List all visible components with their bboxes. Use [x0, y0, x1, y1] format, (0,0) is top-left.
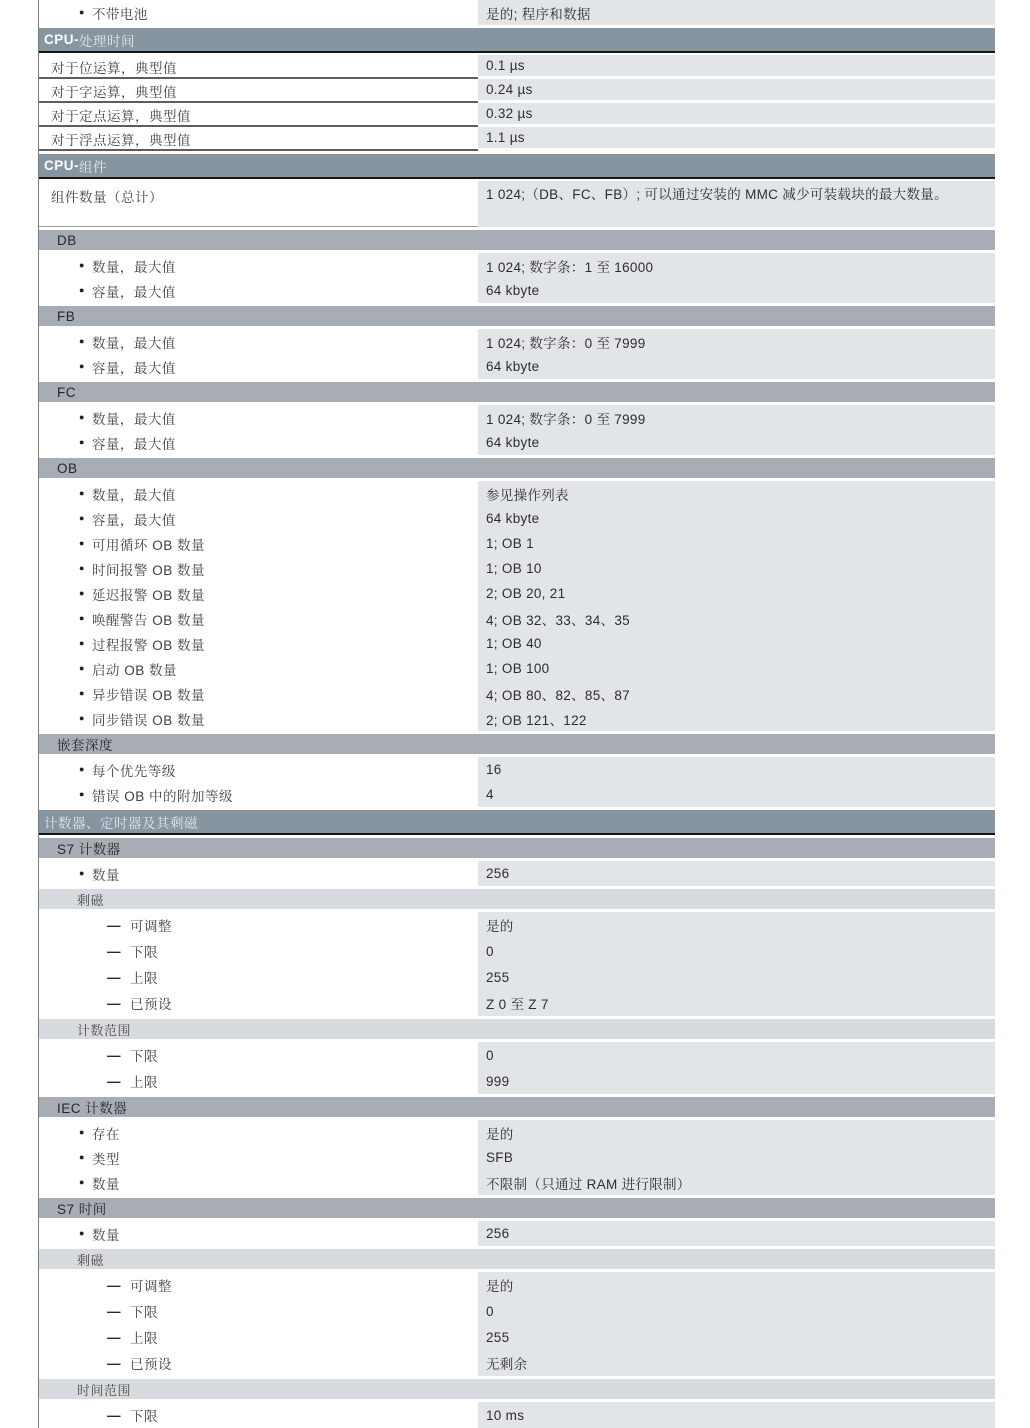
spec-row — [39, 1068, 995, 1094]
spec-row — [39, 1298, 995, 1324]
spec-value-cell — [478, 757, 995, 782]
spec-row — [39, 631, 995, 656]
spec-label: 数量 — [91, 1227, 120, 1243]
spec-label: 异步错误 OB 数量 — [91, 687, 205, 703]
spec-value: 64 kbyte — [486, 359, 540, 374]
spec-label-cell — [39, 964, 469, 990]
spec-value: 0 — [486, 943, 494, 959]
spec-label: 组件数量（总计） — [51, 190, 163, 205]
spec-label: 上限 — [130, 971, 158, 986]
spec-label: 下限 — [130, 1049, 158, 1064]
spec-label: 已预设 — [130, 997, 172, 1012]
section-header-prefix: CPU- — [44, 158, 79, 173]
dash-icon: — — [107, 1303, 121, 1319]
spec-row — [39, 0, 995, 25]
subsection-header-label: S7 计数器 — [57, 842, 121, 857]
spec-label-cell — [39, 1120, 469, 1145]
spec-row — [39, 354, 995, 379]
spec-label-cell — [39, 757, 469, 782]
spec-label: 上限 — [130, 1075, 158, 1090]
section-header-label: 计数器、定时器及其剩磁 — [44, 815, 198, 831]
spec-value-cell — [478, 861, 995, 886]
spec-row — [39, 531, 995, 556]
spec-value-cell — [478, 938, 995, 964]
dash-icon: — — [107, 943, 121, 959]
spec-value-cell — [478, 606, 995, 631]
spec-value-cell — [478, 1068, 995, 1094]
spec-row — [39, 103, 995, 127]
spec-value-cell — [478, 103, 995, 124]
spec-row — [39, 127, 995, 151]
spec-row — [39, 430, 995, 455]
spec-label-cell — [39, 278, 469, 303]
spec-value: 0 — [486, 1047, 494, 1063]
spec-value: 无剩余 — [486, 1357, 528, 1372]
spec-row — [39, 1170, 995, 1195]
spec-label: 同步错误 OB 数量 — [91, 712, 205, 728]
section-header-prefix: CPU- — [44, 32, 79, 47]
spec-value: 1 024;（DB、FC、FB）; 可以通过安装的 MMC 减少可装载块的最大数量。 — [486, 187, 948, 202]
spec-label-cell — [39, 405, 469, 430]
spec-row — [39, 964, 995, 990]
subsubsection-header-row — [39, 1249, 995, 1269]
spec-row — [39, 181, 995, 227]
spec-label-cell — [39, 912, 469, 938]
spec-label-cell — [39, 606, 469, 631]
spec-label: 容量，最大值 — [91, 436, 176, 452]
spec-value-cell — [478, 1120, 995, 1145]
dash-icon: — — [107, 1329, 121, 1345]
bullet-icon: ● — [79, 513, 85, 523]
spec-label-cell — [39, 656, 469, 681]
spec-row — [39, 757, 995, 782]
spec-label: 对于字运算，典型值 — [51, 85, 177, 100]
spec-value-cell — [478, 706, 995, 731]
section-header-row — [39, 28, 995, 53]
spec-value: 4 — [486, 787, 494, 802]
subsubsection-header-row — [39, 1379, 995, 1399]
spec-label: 对于浮点运算，典型值 — [51, 133, 191, 148]
spec-label-cell — [39, 253, 469, 278]
bullet-icon: ● — [79, 1152, 85, 1162]
bullet-icon: ● — [79, 1228, 85, 1238]
spec-value-cell — [478, 782, 995, 807]
spec-value-cell — [478, 1350, 995, 1376]
spec-value-cell — [478, 430, 995, 455]
spec-value: 64 kbyte — [486, 283, 540, 298]
subsubsection-header-row — [39, 1019, 995, 1039]
spec-value-cell — [478, 964, 995, 990]
spec-row — [39, 278, 995, 303]
bullet-icon: ● — [79, 868, 85, 878]
spec-row — [39, 253, 995, 278]
subsection-header-label: OB — [57, 460, 78, 476]
spec-row — [39, 506, 995, 531]
spec-label: 数量 — [91, 867, 120, 883]
spec-value: 64 kbyte — [486, 435, 540, 450]
subsection-header-row — [39, 1097, 995, 1117]
spec-value-cell — [478, 990, 995, 1016]
subsection-header-row — [39, 1198, 995, 1218]
bullet-icon: ● — [79, 538, 85, 548]
subsection-header-row — [39, 230, 995, 250]
spec-row — [39, 405, 995, 430]
bullet-icon: ● — [79, 361, 85, 371]
spec-row — [39, 1402, 995, 1428]
spec-row — [39, 606, 995, 631]
spec-row — [39, 681, 995, 706]
spec-row — [39, 656, 995, 681]
spec-label-cell — [39, 1402, 469, 1428]
dash-icon: — — [107, 1407, 121, 1423]
spec-value: 不限制（只通过 RAM 进行限制） — [486, 1176, 691, 1192]
spec-label: 容量，最大值 — [91, 360, 176, 376]
spec-value-cell — [478, 1272, 995, 1298]
spec-value-cell — [478, 1145, 995, 1170]
spec-label: 数量 — [91, 1176, 120, 1192]
dash-icon: — — [107, 1073, 121, 1089]
subsection-header-row — [39, 306, 995, 326]
bullet-icon: ● — [79, 764, 85, 774]
dash-icon: — — [107, 969, 121, 985]
spec-value-cell — [478, 127, 995, 148]
spec-value-cell — [478, 1170, 995, 1195]
spec-value: 是的 — [486, 1279, 514, 1294]
spec-label: 可调整 — [130, 1279, 172, 1294]
bullet-icon: ● — [79, 663, 85, 673]
dash-icon: — — [107, 1047, 121, 1063]
spec-row — [39, 1042, 995, 1068]
spec-row — [39, 1120, 995, 1145]
spec-label-cell — [39, 706, 469, 731]
spec-value: 1.1 µs — [486, 130, 525, 145]
spec-label-cell — [39, 127, 469, 151]
spec-label: 唤醒警告 OB 数量 — [91, 612, 205, 628]
dash-icon: — — [107, 995, 121, 1011]
spec-label-cell — [39, 938, 469, 964]
spec-value-cell — [478, 181, 995, 227]
spec-label-cell — [39, 329, 469, 354]
spec-value: 0.1 µs — [486, 58, 525, 73]
spec-value-cell — [478, 656, 995, 681]
spec-label: 错误 OB 中的附加等级 — [91, 788, 233, 804]
bullet-icon: ● — [79, 1127, 85, 1137]
bullet-icon: ● — [79, 638, 85, 648]
spec-label-cell — [39, 861, 469, 886]
spec-label: 下限 — [130, 1305, 158, 1320]
spec-label-cell — [39, 1170, 469, 1195]
spec-label: 数量，最大值 — [91, 487, 176, 503]
subsubsection-header-label: 计数范围 — [77, 1022, 132, 1038]
spec-label-cell — [39, 1068, 469, 1094]
spec-value: 参见操作列表 — [486, 487, 569, 503]
spec-row — [39, 1350, 995, 1376]
bullet-icon: ● — [79, 1177, 85, 1187]
spec-label-cell — [39, 782, 469, 807]
spec-row — [39, 861, 995, 886]
spec-label: 可调整 — [130, 919, 172, 934]
spec-label: 不带电池 — [91, 6, 148, 22]
spec-value: 4; OB 32、33、34、35 — [486, 612, 630, 628]
spec-label-cell — [39, 1298, 469, 1324]
spec-value: Z 0 至 Z 7 — [486, 997, 549, 1012]
subsubsection-header-row — [39, 889, 995, 909]
spec-value: 16 — [486, 762, 502, 777]
spec-label-cell — [39, 55, 469, 79]
spec-label-cell — [39, 990, 469, 1016]
subsection-header-label: DB — [57, 232, 77, 248]
spec-label-cell — [39, 0, 469, 25]
spec-value: 255 — [486, 969, 510, 985]
spec-label: 对于定点运算，典型值 — [51, 109, 191, 124]
spec-value: 1 024; 数字条：0 至 7999 — [486, 411, 646, 427]
spec-value: 是的; 程序和数据 — [486, 6, 591, 22]
bullet-icon: ● — [79, 412, 85, 422]
spec-label-cell — [39, 581, 469, 606]
spec-row — [39, 581, 995, 606]
spec-value: 2; OB 121、122 — [486, 712, 587, 728]
spec-label-cell — [39, 1272, 469, 1298]
spec-row — [39, 79, 995, 103]
spec-value: 256 — [486, 1226, 510, 1241]
spec-label: 启动 OB 数量 — [91, 662, 177, 678]
subsection-header-row — [39, 838, 995, 858]
subsection-header-row — [39, 734, 995, 754]
subsection-header-label: S7 时间 — [57, 1202, 107, 1217]
spec-label-cell — [39, 631, 469, 656]
subsection-header-label: FC — [57, 384, 76, 400]
spec-label: 容量，最大值 — [91, 512, 176, 528]
spec-value-cell — [478, 1402, 995, 1428]
spec-value-cell — [478, 0, 995, 25]
spec-value-cell — [478, 631, 995, 656]
spec-value: 是的 — [486, 1126, 514, 1142]
dash-icon: — — [107, 917, 121, 933]
spec-label: 每个优先等级 — [91, 763, 176, 779]
bullet-icon: ● — [79, 588, 85, 598]
spec-label-cell — [39, 481, 469, 506]
subsection-header-label: IEC 计数器 — [57, 1101, 128, 1116]
spec-value: 999 — [486, 1073, 510, 1089]
spec-value-cell — [478, 681, 995, 706]
spec-label: 上限 — [130, 1331, 158, 1346]
spec-row — [39, 55, 995, 79]
spec-value-cell — [478, 354, 995, 379]
spec-label: 可用循环 OB 数量 — [91, 537, 205, 553]
spec-value-cell — [478, 405, 995, 430]
spec-value: 0.24 µs — [486, 82, 533, 97]
spec-value: 4; OB 80、82、85、87 — [486, 687, 630, 703]
spec-value: 1 024; 数字条：0 至 7999 — [486, 335, 646, 351]
bullet-icon: ● — [79, 713, 85, 723]
spec-label-cell — [39, 556, 469, 581]
spec-value-cell — [478, 253, 995, 278]
subsection-header-label: 嵌套深度 — [57, 738, 113, 753]
section-header-label: 处理时间 — [79, 33, 135, 49]
bullet-icon: ● — [79, 688, 85, 698]
bullet-icon: ● — [79, 613, 85, 623]
spec-label-cell — [39, 531, 469, 556]
spec-label: 延迟报警 OB 数量 — [91, 587, 205, 603]
dash-icon: — — [107, 1277, 121, 1293]
spec-label: 类型 — [91, 1151, 120, 1167]
subsubsection-header-label: 剩磁 — [77, 892, 105, 908]
subsubsection-header-label: 时间范围 — [77, 1382, 132, 1398]
bullet-icon: ● — [79, 285, 85, 295]
spec-label: 已预设 — [130, 1357, 172, 1372]
spec-value: 1 024; 数字条：1 至 16000 — [486, 259, 654, 275]
spec-value-cell — [478, 531, 995, 556]
spec-value: 1; OB 40 — [486, 636, 542, 651]
spec-row — [39, 481, 995, 506]
dash-icon: — — [107, 1355, 121, 1371]
spec-row — [39, 1145, 995, 1170]
bullet-icon: ● — [79, 336, 85, 346]
spec-value-cell — [478, 79, 995, 100]
subsubsection-header-label: 剩磁 — [77, 1252, 105, 1268]
spec-label: 时间报警 OB 数量 — [91, 562, 205, 578]
spec-label-cell — [39, 1145, 469, 1170]
subsection-header-label: FB — [57, 308, 76, 324]
spec-value-cell — [478, 481, 995, 506]
spec-value-cell — [478, 912, 995, 938]
spec-label: 过程报警 OB 数量 — [91, 637, 205, 653]
spec-row — [39, 1272, 995, 1298]
spec-value: 10 ms — [486, 1407, 525, 1423]
spec-value-cell — [478, 1298, 995, 1324]
spec-value-cell — [478, 1324, 995, 1350]
spec-label-cell — [39, 1324, 469, 1350]
spec-label: 存在 — [91, 1126, 120, 1142]
spec-label-cell — [39, 430, 469, 455]
spec-row — [39, 1221, 995, 1246]
spec-value: SFB — [486, 1150, 514, 1165]
spec-label-cell — [39, 354, 469, 379]
spec-value: 0.32 µs — [486, 106, 533, 121]
spec-value: 是的 — [486, 919, 514, 934]
bullet-icon: ● — [79, 7, 85, 17]
spec-value-cell — [478, 1042, 995, 1068]
spec-value-cell — [478, 506, 995, 531]
spec-label-cell — [39, 79, 469, 103]
spec-table — [38, 0, 995, 1428]
spec-row — [39, 938, 995, 964]
spec-value: 1; OB 1 — [486, 536, 534, 551]
spec-label: 下限 — [130, 945, 158, 960]
spec-label-cell — [39, 103, 469, 127]
spec-label: 数量，最大值 — [91, 259, 176, 275]
spec-label: 数量，最大值 — [91, 411, 176, 427]
spec-label: 下限 — [130, 1409, 158, 1424]
bullet-icon: ● — [79, 437, 85, 447]
spec-row — [39, 329, 995, 354]
spec-value: 2; OB 20, 21 — [486, 586, 566, 601]
spec-value: 0 — [486, 1303, 494, 1319]
spec-row — [39, 706, 995, 731]
spec-row — [39, 990, 995, 1016]
spec-value: 64 kbyte — [486, 511, 540, 526]
spec-value-cell — [478, 581, 995, 606]
spec-value-cell — [478, 556, 995, 581]
spec-label-cell — [39, 1042, 469, 1068]
spec-label-cell — [39, 1221, 469, 1246]
spec-value: 1; OB 10 — [486, 561, 542, 576]
spec-value: 256 — [486, 866, 510, 881]
spec-label: 容量，最大值 — [91, 284, 176, 300]
spec-value: 1; OB 100 — [486, 661, 550, 676]
spec-row — [39, 782, 995, 807]
section-header-row — [39, 154, 995, 179]
spec-label-cell — [39, 181, 469, 227]
spec-label-cell — [39, 506, 469, 531]
spec-label: 数量，最大值 — [91, 335, 176, 351]
bullet-icon: ● — [79, 488, 85, 498]
spec-value-cell — [478, 278, 995, 303]
bullet-icon: ● — [79, 789, 85, 799]
spec-label-cell — [39, 681, 469, 706]
spec-label: 对于位运算，典型值 — [51, 61, 177, 76]
subsection-header-row — [39, 458, 995, 478]
spec-row — [39, 912, 995, 938]
spec-label-cell — [39, 1350, 469, 1376]
subsection-header-row — [39, 382, 995, 402]
spec-value-cell — [478, 1221, 995, 1246]
spec-row — [39, 556, 995, 581]
bullet-icon: ● — [79, 563, 85, 573]
section-header-label: 组件 — [79, 159, 107, 175]
spec-value-cell — [478, 329, 995, 354]
spec-value: 255 — [486, 1329, 510, 1345]
spec-value-cell — [478, 55, 995, 76]
bullet-icon: ● — [79, 260, 85, 270]
section-header-row — [39, 810, 995, 835]
spec-row — [39, 1324, 995, 1350]
